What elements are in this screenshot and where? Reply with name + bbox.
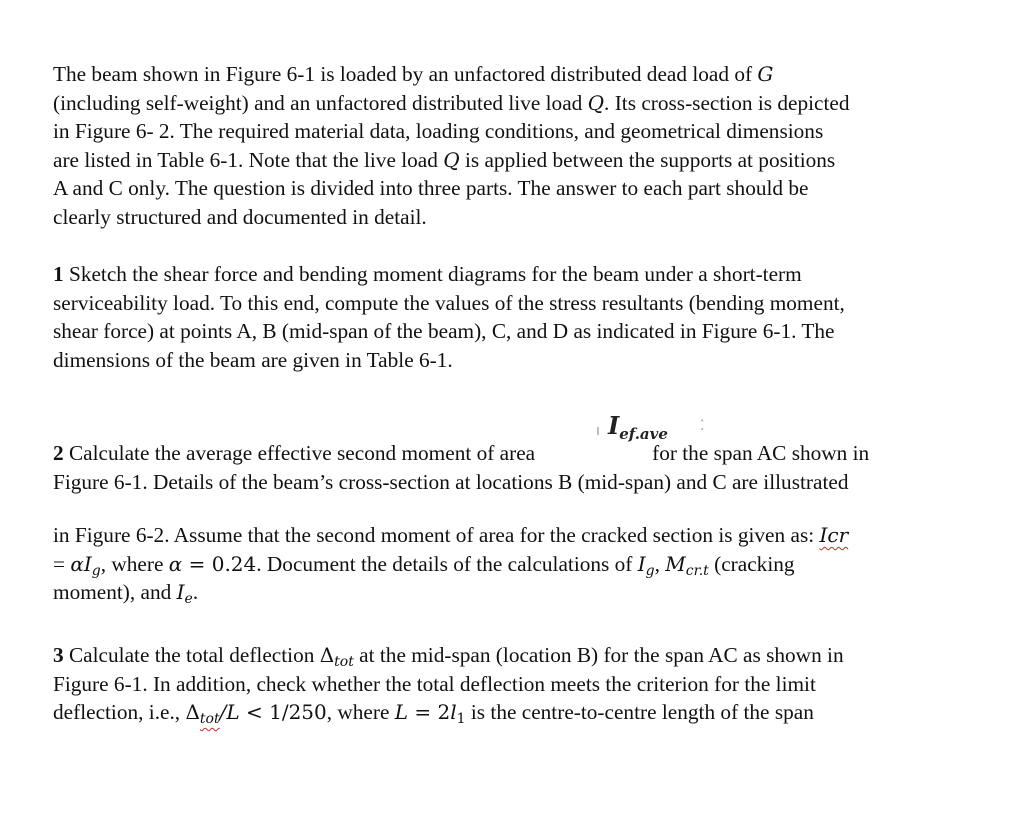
question-3-paragraph	[53, 641, 983, 727]
question-3-line-2: Figure 6-1. In addition, check whether the total deflection meets the criterion for the limit	[53, 671, 816, 696]
intro-line-6: clearly structured and documented in detail.	[53, 204, 427, 229]
question-1-paragraph	[53, 260, 983, 374]
question-2-line-1: 2 Calculate the average effective second moment of area for the span AC shown in	[53, 441, 870, 465]
ief-ave-formula: $I_{ef.ave}$	[608, 411, 668, 443]
question-2-paragraph	[53, 439, 983, 496]
question-1-line-2: serviceability load. To this end, compute the values of the stress resultants (bending moment,	[53, 290, 845, 315]
intro-line-5: A and C only. The question is divided into three parts. The answer to each part should be	[53, 176, 809, 201]
intro-line-3: in Figure 6- 2. The required material data, loading conditions, and geometrical dimensions	[53, 119, 824, 144]
icr-spellcheck-word: Icr	[819, 523, 849, 547]
cracked-line-2: = $\alpha I_g$, where α = 0.24. Document the details of the calculations of $I_g$, $M_{cr.t}$ (cracking	[53, 551, 795, 579]
intro-line-1: The beam shown in Figure 6-1 is loaded by an unfactored distributed dead load of G	[53, 62, 774, 86]
question-3-line-3: deflection, i.e., $\Delta_{tot}/L < 1/250$, where $L = 2l_1$ is the centre-to-centre length of the span	[53, 700, 814, 728]
formula-left-marker: ı	[596, 423, 600, 439]
question-1-line-4: dimensions of the beam are given in Table 6-1.	[53, 347, 453, 372]
question-1-line-1: 1 Sketch the shear force and bending moment diagrams for the beam under a short-term	[53, 262, 802, 286]
question-1-line-3: shear force) at points A, B (mid-span of the beam), C, and D as indicated in Figure 6-1. The	[53, 319, 835, 344]
question-3-line-1: 3 Calculate the total deflection $\Delta_{tot}$ at the mid-span (location B) for the span AC as shown in	[53, 643, 844, 670]
question-2-line-2: Figure 6-1. Details of the beam’s cross-section at locations B (mid-span) and C are illustrated	[53, 469, 849, 494]
formula-right-marker: ⁚	[700, 418, 705, 434]
intro-line-4: are listed in Table 6-1. Note that the live load Q is applied between the supports at positions	[53, 147, 836, 172]
cracked-section-paragraph	[53, 521, 983, 607]
cracked-line-3: moment), and $I_e$.	[53, 580, 199, 608]
intro-line-2: (including self-weight) and an unfactored distributed live load Q. Its cross-section is depicted	[53, 90, 850, 115]
cracked-line-1: in Figure 6-2. Assume that the second moment of area for the cracked section is given as: Icr	[53, 523, 849, 547]
intro-paragraph	[53, 60, 983, 232]
